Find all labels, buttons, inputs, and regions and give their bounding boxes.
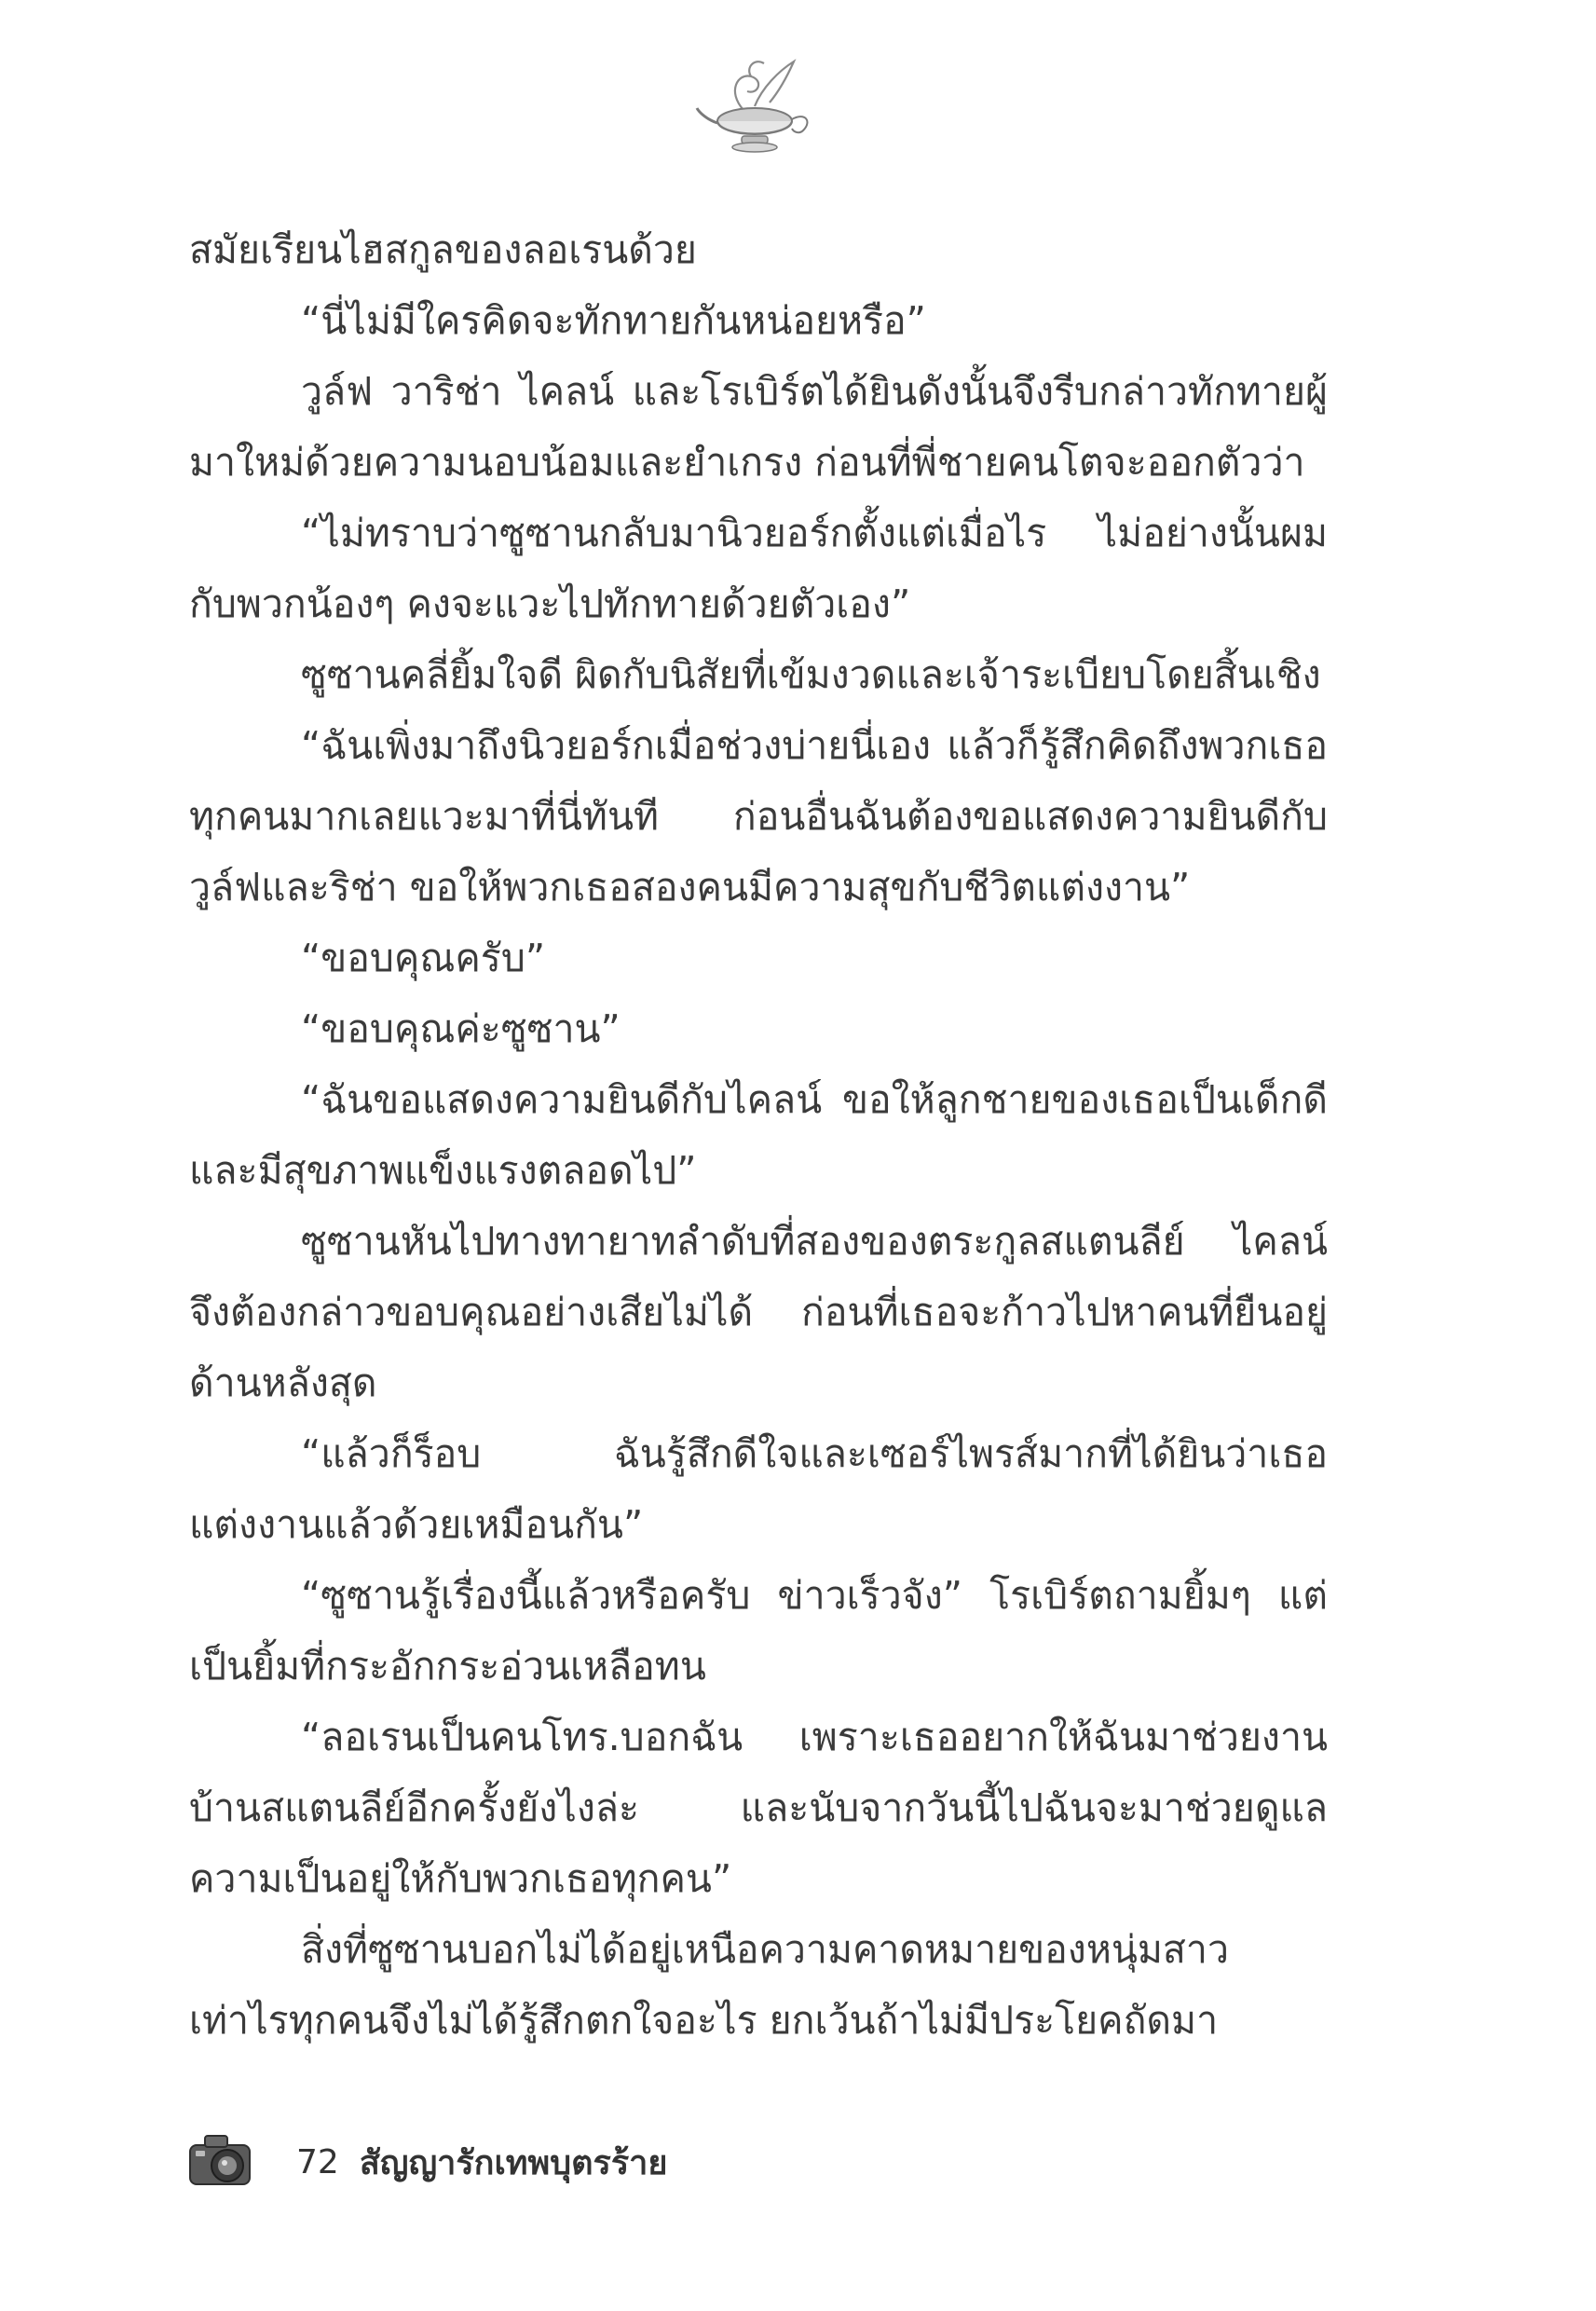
paragraph-4: “ไม่ทราบว่าซูซานกลับมานิวยอร์กตั้งแต่เมื่อไร ไม่อย่างนั้นผมกับพวกน้องๆ คงจะแวะไปทักทายด้วยตัวเอง” — [189, 511, 1328, 626]
paragraph-6: “ฉันเพิ่งมาถึงนิวยอร์กเมื่อช่วงบ่ายนี่เอง แล้วก็รู้สึกคิดถึงพวกเธอทุกคนมากเลยแวะมาที่นี่ทันที ก่อนอื่นฉันต้องขอแสดงความยินดีกับวูล์ฟและริช่า ขอให้พวกเธอสองคนมีความสุขกับชีวิตแต่งงาน” — [189, 723, 1328, 909]
paragraph-14: สิ่งที่ซูซานบอกไม่ได้อยู่เหนือความคาดหมายของหนุ่มสาวเท่าไรทุกคนจึงไม่ได้รู้สึกตกใจอะไร ยกเว้นถ้าไม่มีประโยคถัดมา — [189, 1927, 1229, 2043]
paragraph-8: “ขอบคุณค่ะซูซาน” — [301, 1006, 621, 1051]
camera-icon — [184, 2125, 259, 2199]
paragraph-13: “ลอเรนเป็นคนโทร.บอกฉัน เพราะเธออยากให้ฉันมาช่วยงานบ้านสแตนลีย์อีกครั้งยังไงล่ะ และนับจากวันนี้ไปฉันจะมาช่วยดูแลความเป็นอยู่ให้กับพวกเธอทุกคน” — [189, 1715, 1328, 1901]
paragraph-7: “ขอบคุณครับ” — [301, 936, 546, 980]
paragraph-1: สมัยเรียนไฮสกูลของลอเรนด้วย — [189, 227, 697, 272]
paragraph-10: ซูซานหันไปทางทายาทลำดับที่สองของตระกูลสแตนลีย์ ไคลน์จึงต้องกล่าวขอบคุณอย่างเสียไม่ได้ ก่อนที่เธอจะก้าวไปหาคนที่ยืนอยู่ด้านหลังสุด — [189, 1219, 1328, 1405]
paragraph-11: “แล้วก็ร็อบ ฉันรู้สึกดีใจและเซอร์ไพรส์มากที่ได้ยินว่าเธอแต่งงานแล้วด้วยเหมือนกัน” — [189, 1431, 1328, 1547]
paragraph-9: “ฉันขอแสดงความยินดีกับไคลน์ ขอให้ลูกชายของเธอเป็นเด็กดีและมีสุขภาพแข็งแรงตลอดไป” — [189, 1077, 1328, 1193]
paragraph-5: ซูซานคลี่ยิ้มใจดี ผิดกับนิสัยที่เข้มงวดและเจ้าระเบียบโดยสิ้นเชิง — [301, 652, 1321, 697]
paragraph-12: “ซูซานรู้เรื่องนี้แล้วหรือครับ ข่าวเร็วจัง” โรเบิร์ตถามยิ้มๆ แต่เป็นยิ้มที่กระอักกระอ่วนเหลือทน — [189, 1573, 1328, 1689]
page-footer — [184, 2120, 667, 2204]
page-number: 72 — [296, 2142, 339, 2181]
page-body — [189, 214, 1328, 2056]
paragraph-2: “นี่ไม่มีใครคิดจะทักทายกันหน่อยหรือ” — [301, 298, 926, 343]
paragraph-3: วูล์ฟ วาริช่า ไคลน์ และโรเบิร์ตได้ยินดังนั้นจึงรีบกล่าวทักทายผู้มาใหม่ด้วยความนอบน้อมและยำเกรง ก่อนที่พี่ชายคนโตจะออกตัวว่า — [189, 369, 1328, 485]
genie-lamp-icon — [689, 54, 820, 158]
book-title: สัญญารักเทพบุตรร้าย — [359, 2143, 668, 2182]
